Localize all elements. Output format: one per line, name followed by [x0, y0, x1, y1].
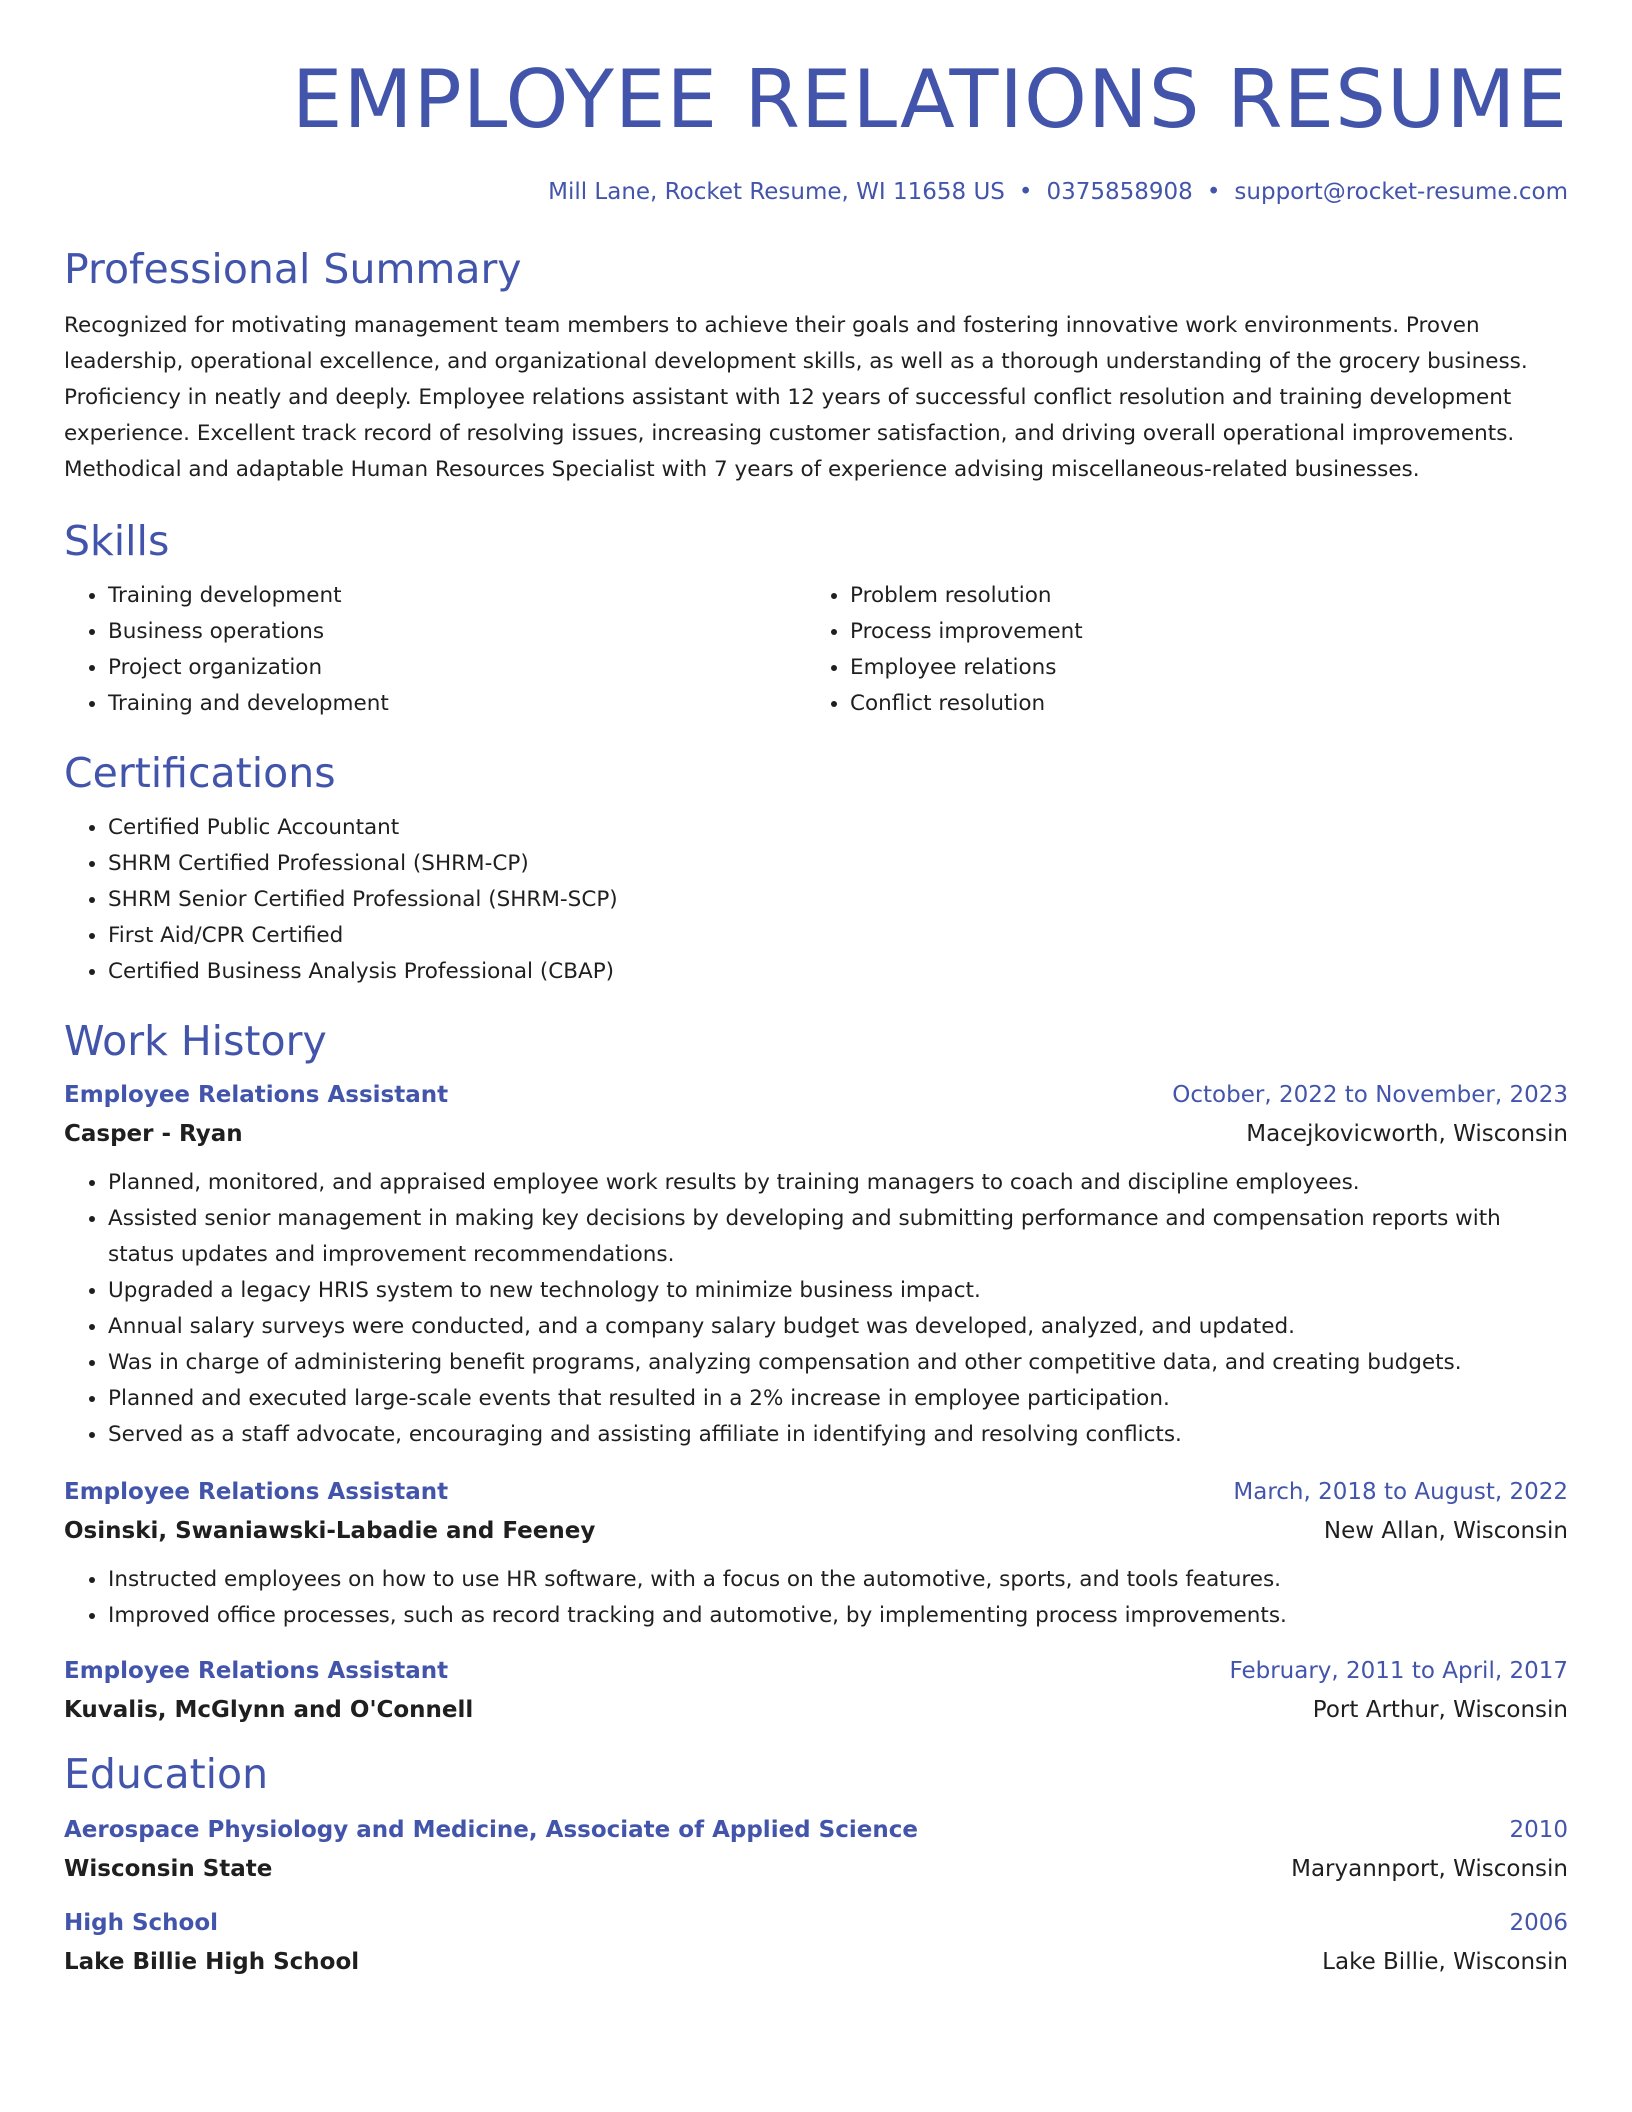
- education-subheader: [64, 1852, 1568, 1886]
- job-company: Osinski, Swaniawski-Labadie and Feeney: [64, 1518, 596, 1544]
- skill-item: • Training development: [108, 578, 806, 614]
- skills-grid: [64, 578, 1568, 722]
- skill-item: • Project organization: [108, 650, 806, 686]
- education-header: [64, 1813, 1568, 1847]
- education-header: [64, 1906, 1568, 1940]
- job-subheader: [64, 1514, 1568, 1548]
- job-entry: [64, 1654, 1568, 1727]
- summary-heading: Professional Summary: [64, 245, 522, 293]
- contact-phone: 0375858908: [1046, 179, 1193, 205]
- job-location: Macejkovicworth, Wisconsin: [1246, 1121, 1568, 1147]
- contact-address: Mill Lane, Rocket Resume, WI 11658 US: [548, 179, 1005, 205]
- certifications-list: [64, 810, 1568, 990]
- education-year: 2010: [1509, 1817, 1568, 1843]
- resume-title: EMPLOYEE RELATIONS RESUME: [291, 53, 1568, 146]
- skill-item: • Employee relations: [850, 650, 1548, 686]
- skill-item: • Problem resolution: [850, 578, 1548, 614]
- job-bullet: • Planned and executed large-scale events that resulted in a 2% increase in employee participation.: [108, 1381, 1568, 1417]
- job-bullet: • Served as a staff advocate, encouraging and assisting affiliate in identifying and resolving conflicts.: [108, 1417, 1568, 1453]
- job-bullet: • Assisted senior management in making key decisions by developing and submitting performance and compensation reports with status updates and improvement recommendations.: [108, 1201, 1568, 1273]
- education-degree: High School: [64, 1910, 219, 1936]
- skills-list-right: [806, 578, 1548, 722]
- certification-item: • Certified Business Analysis Professional (CBAP): [108, 954, 1568, 990]
- contact-line: [64, 176, 1568, 208]
- job-subheader: [64, 1693, 1568, 1727]
- job-bullet: • Improved office processes, such as record tracking and automotive, by implementing process improvements.: [108, 1598, 1568, 1634]
- education-school: Lake Billie High School: [64, 1949, 360, 1975]
- work-history-heading: Work History: [64, 1017, 327, 1065]
- job-bullets: [64, 1562, 1568, 1634]
- job-header: [64, 1475, 1568, 1509]
- education-school: Wisconsin State: [64, 1856, 273, 1882]
- job-bullet: • Upgraded a legacy HRIS system to new technology to minimize business impact.: [108, 1273, 1568, 1309]
- education-location: Maryannport, Wisconsin: [1291, 1856, 1568, 1882]
- skill-item: • Conflict resolution: [850, 686, 1548, 722]
- job-company: Kuvalis, McGlynn and O'Connell: [64, 1697, 474, 1723]
- contact-email[interactable]: support@rocket-resume.com: [1234, 179, 1568, 205]
- job-role: Employee Relations Assistant: [64, 1479, 449, 1505]
- certifications-heading: Certifications: [64, 749, 336, 797]
- job-bullets: [64, 1165, 1568, 1453]
- job-entry: [64, 1078, 1568, 1453]
- job-bullet: • Annual salary surveys were conducted, and a company salary budget was developed, analyzed, and updated.: [108, 1309, 1568, 1345]
- certification-item: • SHRM Senior Certified Professional (SHRM-SCP): [108, 882, 1568, 918]
- skill-item: • Business operations: [108, 614, 806, 650]
- education-location: Lake Billie, Wisconsin: [1322, 1949, 1568, 1975]
- contact-separator: •: [1206, 179, 1221, 205]
- job-dates: March, 2018 to August, 2022: [1233, 1479, 1568, 1505]
- skills-column-right: [806, 578, 1548, 722]
- education-entry: [64, 1813, 1568, 1886]
- job-bullet: • Was in charge of administering benefit programs, analyzing compensation and other competitive data, and creating budgets.: [108, 1345, 1568, 1381]
- job-dates: February, 2011 to April, 2017: [1229, 1658, 1568, 1684]
- job-header: [64, 1654, 1568, 1688]
- education-year: 2006: [1509, 1910, 1568, 1936]
- certification-item: • SHRM Certified Professional (SHRM-CP): [108, 846, 1568, 882]
- skills-heading: Skills: [64, 517, 170, 565]
- contact-separator: •: [1018, 179, 1033, 205]
- education-degree: Aerospace Physiology and Medicine, Associate of Applied Science: [64, 1817, 918, 1843]
- job-entry: [64, 1475, 1568, 1634]
- job-role: Employee Relations Assistant: [64, 1082, 449, 1108]
- job-subheader: [64, 1117, 1568, 1151]
- certification-item: • First Aid/CPR Certified: [108, 918, 1568, 954]
- skill-item: • Training and development: [108, 686, 806, 722]
- summary-text: Recognized for motivating management team members to achieve their goals and fostering innovative work environments. Proven leadership, operational excellence, and organizational development skills, as well as a thorough understanding of the grocery business. Proficiency in neatly and deeply. Employee relations assistant with 12 years of successful conflict resolution and training development experience. Excellent track record of resolving issues, increasing customer satisfaction, and driving overall operational improvements. Methodical and adaptable Human Resources Specialist with 7 years of experience advising miscellaneous-related businesses.: [64, 313, 1528, 482]
- education-entry: [64, 1906, 1568, 1979]
- job-location: Port Arthur, Wisconsin: [1312, 1697, 1568, 1723]
- job-bullet: • Instructed employees on how to use HR software, with a focus on the automotive, sports, and tools features.: [108, 1562, 1568, 1598]
- education-heading: Education: [64, 1750, 269, 1798]
- job-location: New Allan, Wisconsin: [1323, 1518, 1568, 1544]
- job-bullet: • Planned, monitored, and appraised employee work results by training managers to coach and discipline employees.: [108, 1165, 1568, 1201]
- skill-item: • Process improvement: [850, 614, 1548, 650]
- education-subheader: [64, 1945, 1568, 1979]
- skills-column-left: [64, 578, 806, 722]
- certification-item: • Certified Public Accountant: [108, 810, 1568, 846]
- skills-list-left: [64, 578, 806, 722]
- job-header: [64, 1078, 1568, 1112]
- job-company: Casper - Ryan: [64, 1121, 243, 1147]
- job-dates: October, 2022 to November, 2023: [1172, 1082, 1568, 1108]
- job-role: Employee Relations Assistant: [64, 1658, 449, 1684]
